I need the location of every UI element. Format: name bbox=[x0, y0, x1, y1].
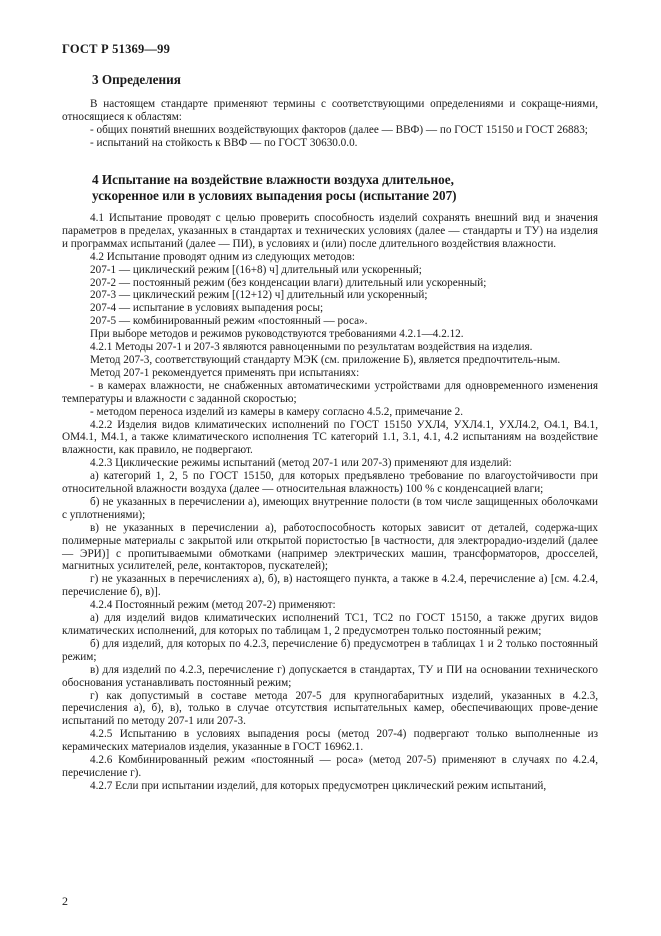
paragraph: 207-2 — постоянный режим (без конденсации влаги) длительный или ускоренный; bbox=[90, 276, 487, 289]
paragraph: г) как допустимый в составе метода 207-5 для крупногабаритных изделий, указанных в 4.2.3, перечисления а), б), в), только в случае отсутствия испытательных камер, обеспечивающих прове-дение испытаний по методу 207-1 или 207-3. bbox=[62, 689, 598, 728]
paragraph: в) не указанных в перечислении а), работоспособность которых зависит от деталей, содержа-щих полимерные материалы с закрытой или открытой пористостью [в частности, для электрорадио-изделий (далее — ЭРИ)] с пропитываемыми обмотками (например электрических машин, трансформаторов, дросселей, магнитных усилителей, реле, контакторов, пускателей); bbox=[62, 521, 598, 573]
paragraph: 4.2.1 Методы 207-1 и 207-3 являются равноценными по результатам воздействия на изделия. bbox=[90, 341, 533, 354]
paragraph: Метод 207-3, соответствующий стандарту МЭК (см. приложение Б), является предпочтитель-ным. bbox=[90, 353, 561, 366]
paragraph: 4.2.5 Испытанию в условиях выпадения росы (метод 207-4) подвергают только выполненные из керамических материалов изделия, указанные в ГОСТ 16962.1. bbox=[62, 728, 598, 754]
paragraph: 207-3 — циклический режим [(12+12) ч] длительный или ускоренный; bbox=[90, 289, 428, 302]
paragraph: В настоящем стандарте применяют термины с соответствующими определениями и сокраще-ниями, относящиеся к областям: bbox=[62, 98, 598, 123]
page-number: 2 bbox=[62, 894, 68, 908]
paragraph: а) категорий 1, 2, 5 по ГОСТ 15150, для которых предъявлено требование по влагоустойчивости при относительной влажности воздуха (далее — относительная влажность) 100 % с конденсацией влаги; bbox=[62, 470, 598, 496]
section-3-heading: 3 Определения bbox=[92, 72, 181, 87]
paragraph: б) для изделий, для которых по 4.2.3, перечисление б) предусмотрен в таблицах 1 и 2 только постоянный режим; bbox=[62, 637, 598, 663]
paragraph: - в камерах влажности, не снабженных автоматическими устройствами для одновременного изменения температуры и влажности с заданной скоростью; bbox=[62, 379, 598, 405]
paragraph: 207-1 — циклический режим [(16+8) ч] длительный или ускоренный; bbox=[90, 263, 422, 276]
section-4-body bbox=[62, 212, 598, 793]
paragraph: 4.1 Испытание проводят с целью проверить способность изделий сохранять внешний вид и значения параметров в пределах, указанных в стандартах и технических условиях (далее — стандарты и ТУ) на изделия и программах испытаний (далее — ПИ), в условиях и (или) после длительного воздействия влажности. bbox=[62, 212, 598, 250]
paragraph: 207-5 — комбинированный режим «постоянный — роса». bbox=[90, 315, 368, 328]
paragraph: 4.2.4 Постоянный режим (метод 207-2) применяют: bbox=[90, 599, 336, 612]
paragraph: 4.2.3 Циклические режимы испытаний (метод 207-1 или 207-3) применяют для изделий: bbox=[90, 457, 512, 470]
section-4-heading bbox=[92, 172, 457, 204]
paragraph: При выборе методов и режимов руководствуются требованиями 4.2.1—4.2.12. bbox=[90, 328, 464, 341]
paragraph: 4.2.2 Изделия видов климатических исполнений по ГОСТ 15150 УХЛ4, УХЛ4.1, УХЛ4.2, О4.1, В4.1, ОМ4.1, М4.1, а также климатического исполнения ТС категорий 1.1, 3.1, 4.1, 4.2 испытаниям на воздействие влажности, как правило, не подвергают. bbox=[62, 418, 598, 457]
paragraph: а) для изделий видов климатических исполнений ТС1, ТС2 по ГОСТ 15150, а также других видов климатических исполнений, для которых по таблицам 1, 2 предусмотрен только постоянный режим; bbox=[62, 612, 598, 637]
section-3-body bbox=[62, 98, 598, 150]
section-4-heading-line: ускоренное или в условиях выпадения росы (испытание 207) bbox=[92, 188, 457, 203]
paragraph: - общих понятий внешних воздействующих факторов (далее — ВВФ) — по ГОСТ 15150 и ГОСТ 26883; bbox=[90, 123, 588, 136]
section-4-heading-line: 4 Испытание на воздействие влажности воздуха длительное, bbox=[92, 172, 454, 187]
paragraph: г) не указанных в перечислениях а), б), в) настоящего пункта, а также в 4.2.4, перечисление а) [см. 4.2.4, перечисление б), в)]. bbox=[62, 573, 598, 599]
paragraph: 4.2.7 Если при испытании изделий, для которых предусмотрен циклический режим испытаний, bbox=[90, 779, 547, 792]
paragraph: 4.2.6 Комбинированный режим «постоянный — роса» (метод 207-5) применяют в случаях по 4.2.4, перечисление г). bbox=[62, 754, 598, 779]
paragraph: Метод 207-1 рекомендуется применять при испытаниях: bbox=[90, 366, 360, 379]
paragraph: 4.2 Испытание проводят одним из следующих методов: bbox=[90, 250, 355, 263]
document-header: ГОСТ Р 51369—99 bbox=[62, 42, 171, 56]
paragraph: - испытаний на стойкость к ВВФ — по ГОСТ 30630.0.0. bbox=[90, 136, 358, 149]
paragraph: б) не указанных в перечислении а), имеющих внутренние полости (в том числе защищенных оболочками с уплотнениями); bbox=[62, 495, 598, 521]
paragraph: в) для изделий по 4.2.3, перечисление г) допускается в стандартах, ТУ и ПИ на основании технического обоснования устанавливать постоянный режим; bbox=[62, 663, 598, 689]
paragraph: 207-4 — испытание в условиях выпадения росы; bbox=[90, 302, 324, 315]
paragraph: - методом переноса изделий из камеры в камеру согласно 4.5.2, примечание 2. bbox=[90, 405, 464, 418]
